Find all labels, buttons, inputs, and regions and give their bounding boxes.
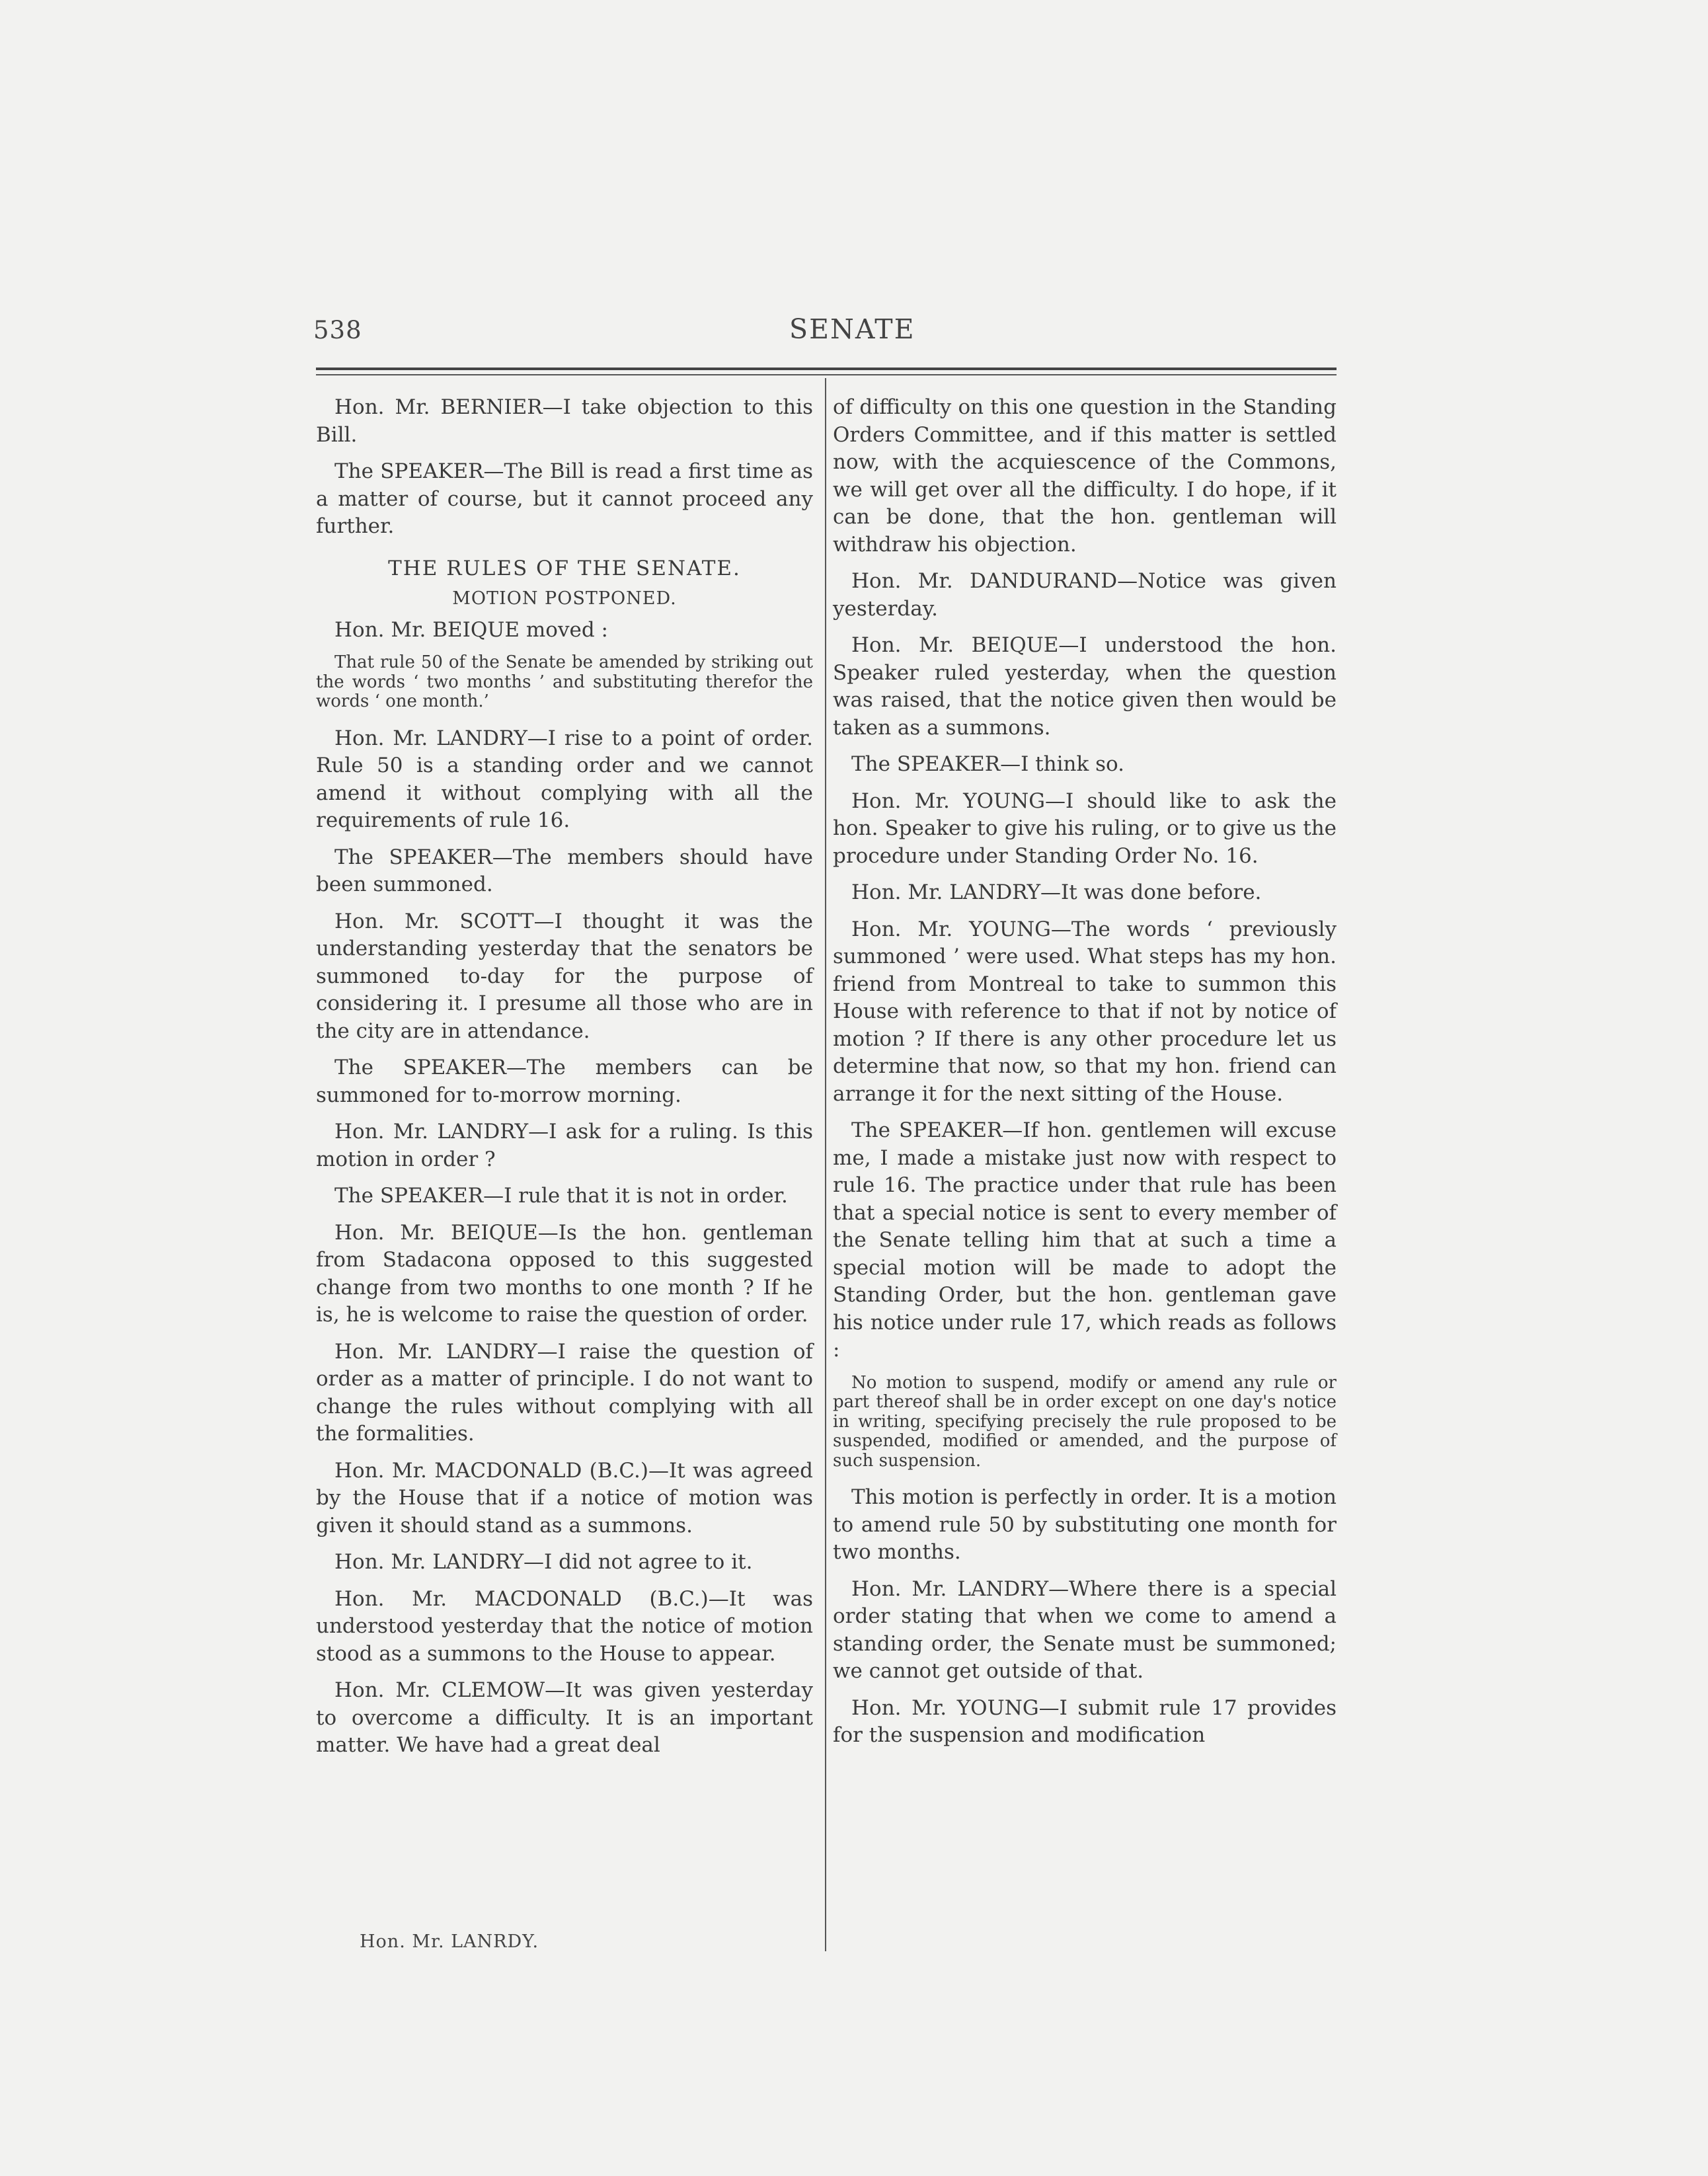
paragraph: Hon. Mr. DANDURAND—Notice was given yesterday. xyxy=(833,569,1337,621)
paragraph: Hon. Mr. CLEMOW—It was given yesterday to overcome a difficulty. It is an important matter. We have had a great deal xyxy=(316,1678,813,1757)
column-divider xyxy=(825,378,826,1951)
footer-running-name: Hon. Mr. LANRDY. xyxy=(360,1931,539,1952)
paragraph: Hon. Mr. MACDONALD (B.C.)—It was understood yesterday that the notice of motion stood as a summons to the House to appear. xyxy=(316,1586,813,1666)
quoted-text: That rule 50 of the Senate be amended by striking out the words ‘ two months ’ and substituting therefor the words ‘ one month.’ xyxy=(316,652,813,711)
right-column xyxy=(833,394,1337,1759)
paragraph: Hon. Mr. BEIQUE moved : xyxy=(334,617,608,642)
paragraph: Hon. Mr. LANDRY—I did not agree to it. xyxy=(334,1550,753,1574)
header-rule-thin xyxy=(316,374,1337,375)
paragraph: Hon. Mr. LANDRY—I raise the question of order as a matter of principle. I do not want to change the rules without complying with all the formalities. xyxy=(316,1339,813,1446)
paragraph: Hon. Mr. BEIQUE—I understood the hon. Speaker ruled yesterday, when the question was raised, that the notice given then would be taken as a summons. xyxy=(833,633,1337,740)
paragraph: Hon. Mr. SCOTT—I thought it was the understanding yesterday that the senators be summoned to-day for the purpose of considering it. I presume all those who are in the city are in attendance. xyxy=(316,909,813,1043)
paragraph-continued: of difficulty on this one question in the Standing Orders Committee, and if this matter is settled now, with the acquiescence of the Commons, we will get over all the difficulty. I do hope, if it can be done, that the hon. gentleman will withdraw his objection. xyxy=(833,395,1337,557)
paragraph: Hon. Mr. LANDRY—I ask for a ruling. Is this motion in order ? xyxy=(316,1120,813,1171)
paragraph: The SPEAKER—I think so. xyxy=(851,752,1125,776)
paragraph: The SPEAKER—The members can be summoned for to-morrow morning. xyxy=(316,1056,813,1107)
paragraph: The SPEAKER—The Bill is read a first time as a matter of course, but it cannot proceed any further. xyxy=(316,459,813,538)
section-subheading: MOTION POSTPONED. xyxy=(452,588,677,609)
paragraph: Hon. Mr. LANDRY—I rise to a point of order. Rule 50 is a standing order and we cannot amend it without complying with all the requirements of rule 16. xyxy=(316,726,813,832)
page-title: SENATE xyxy=(789,313,915,345)
page-number: 538 xyxy=(313,316,362,344)
paragraph: The SPEAKER—The members should have been summoned. xyxy=(316,845,813,896)
paragraph: The SPEAKER—If hon. gentlemen will excuse me, I made a mistake just now with respect to rule 16. The practice under that rule has been that a special notice is sent to every member of the Senate telling him that at such a time a special motion will be made to adopt the Standing Order, but the hon. gentleman gave his notice under rule 17, which reads as follows : xyxy=(833,1118,1337,1362)
paragraph: Hon. Mr. MACDONALD (B.C.)—It was agreed by the House that if a notice of motion was given it should stand as a summons. xyxy=(316,1458,813,1537)
paragraph: Hon. Mr. LANDRY—Where there is a special order stating that when we come to amend a standing order, the Senate must be summoned; we cannot get outside of that. xyxy=(833,1576,1337,1683)
paragraph: Hon. Mr. YOUNG—I should like to ask the hon. Speaker to give his ruling, or to give us the procedure under Standing Order No. 16. xyxy=(833,789,1337,868)
paragraph: This motion is perfectly in order. It is a motion to amend rule 50 by substituting one month for two months. xyxy=(833,1485,1337,1564)
paragraph: Hon. Mr. BEIQUE—Is the hon. gentleman from Stadacona opposed to this suggested change from two months to one month ? If he is, he is welcome to raise the question of order. xyxy=(316,1220,813,1327)
paragraph: Hon. Mr. YOUNG—The words ‘ previously summoned ’ were used. What steps has my hon. friend from Montreal to take to summon this House with reference to that if not by notice of motion ? If there is any other procedure let us determine that now, so that my hon. friend can arrange it for the next sitting of the House. xyxy=(833,917,1337,1106)
paragraph: Hon. Mr. BERNIER—I take objection to this Bill. xyxy=(316,395,813,447)
paragraph: Hon. Mr. YOUNG—I submit rule 17 provides for the suspension and modification xyxy=(833,1695,1337,1747)
paragraph: The SPEAKER—I rule that it is not in order. xyxy=(334,1184,788,1208)
left-column xyxy=(316,394,813,1769)
section-heading: THE RULES OF THE SENATE. xyxy=(388,556,741,580)
header-rule-thick xyxy=(316,368,1337,370)
quoted-text: No motion to suspend, modify or amend any rule or part thereof shall be in order except on one day's notice in writing, specifying precisely the rule proposed to be suspended, modified or amended, and the purpose of such suspension. xyxy=(833,1372,1337,1471)
paragraph: Hon. Mr. LANDRY—It was done before. xyxy=(851,880,1262,904)
